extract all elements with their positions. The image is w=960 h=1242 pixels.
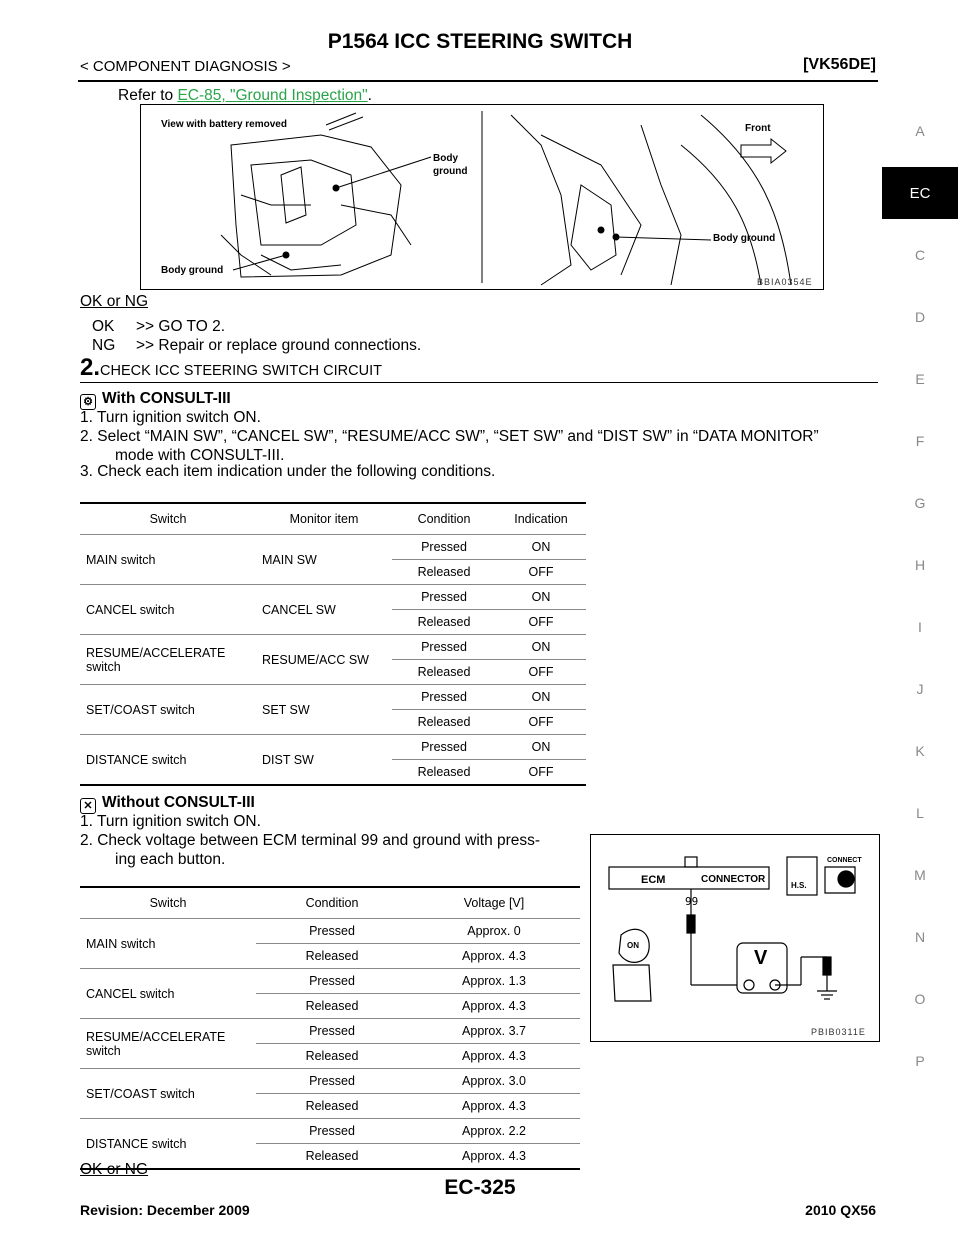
ecm-label: ECM <box>641 874 666 886</box>
table2-voltage-cell: Approx. 4.3 <box>408 1144 580 1170</box>
table2-switch-cell: RESUME/ACCELERATE switch <box>80 1019 256 1069</box>
page-number: EC-325 <box>444 1176 516 1199</box>
side-tab-f[interactable]: F <box>915 433 925 449</box>
side-tab-l[interactable]: L <box>916 805 924 821</box>
side-tab-o[interactable]: O <box>914 991 926 1007</box>
table1-indication-cell: ON <box>496 585 586 610</box>
table1-switch-cell: SET/COAST switch <box>80 685 256 735</box>
table2-switch-cell: DISTANCE switch <box>80 1119 256 1170</box>
side-tab-index <box>882 100 960 1092</box>
table1-monitor-cell: MAIN SW <box>256 535 392 585</box>
table1-switch-cell: DISTANCE switch <box>80 735 256 786</box>
body-ground-label-a: Body <box>433 153 458 164</box>
table2-voltage-cell: Approx. 3.0 <box>408 1069 580 1094</box>
refer-suffix: . <box>367 87 372 104</box>
table2-voltage-cell: Approx. 4.3 <box>408 944 580 969</box>
table2-condition-cell: Pressed <box>256 1019 408 1044</box>
table1-indication-cell: ON <box>496 535 586 560</box>
with-item-3: 3. Check each item indication under the following conditions. <box>80 463 496 480</box>
with-consult-label: With CONSULT-III <box>102 390 231 407</box>
ground-location-figure <box>140 104 824 290</box>
view-label: View with battery removed <box>161 119 287 130</box>
table2-switch-cell: SET/COAST switch <box>80 1069 256 1119</box>
table1-header-monitor: Monitor item <box>256 503 392 535</box>
terminal-99-label: 99 <box>685 895 699 908</box>
table1-indication-cell: ON <box>496 735 586 760</box>
table1-header-indication: Indication <box>496 503 586 535</box>
side-tab-j[interactable]: J <box>916 681 924 697</box>
step-title: CHECK ICC STEERING SWITCH CIRCUIT <box>100 363 382 379</box>
table-row <box>80 635 586 660</box>
table2-header-voltage: Voltage [V] <box>408 887 580 919</box>
table1-indication-cell: ON <box>496 635 586 660</box>
table2-condition-cell: Released <box>256 1044 408 1069</box>
table1-indication-cell: OFF <box>496 610 586 635</box>
side-tab-m[interactable]: M <box>914 867 926 883</box>
hs-label: H.S. <box>791 881 807 890</box>
side-tab-h[interactable]: H <box>914 557 926 573</box>
table2-condition-cell: Pressed <box>256 1119 408 1144</box>
table2-header-row <box>80 887 580 919</box>
with-item-2: 2. Select “MAIN SW”, “CANCEL SW”, “RESUME/ACC SW”, “SET SW” and “DIST SW” in “DATA MONITOR” <box>80 428 819 445</box>
table1-indication-cell: OFF <box>496 710 586 735</box>
table1-indication-cell: ON <box>496 685 586 710</box>
table2-voltage-cell: Approx. 1.3 <box>408 969 580 994</box>
side-tab-a[interactable]: A <box>915 123 925 139</box>
table2-header-switch: Switch <box>80 887 256 919</box>
ok-ng-heading-2: OK or NG <box>80 1161 149 1178</box>
table1-switch-cell: RESUME/ACCELERATE switch <box>80 635 256 685</box>
side-tab-d[interactable]: D <box>914 309 926 325</box>
body-ground-label-b: ground <box>433 166 468 177</box>
consult-icon: ⚙ <box>80 394 96 410</box>
table2-voltage-cell: Approx. 3.7 <box>408 1019 580 1044</box>
table1-condition-cell: Pressed <box>392 735 496 760</box>
refer-line <box>118 86 372 105</box>
body-ground-right-label: Body ground <box>713 233 776 244</box>
with-consult-heading <box>80 389 231 410</box>
table2-voltage-cell: Approx. 4.3 <box>408 994 580 1019</box>
table1-monitor-cell: RESUME/ACC SW <box>256 635 392 685</box>
side-tab-c[interactable]: C <box>914 247 926 263</box>
side-tab-p[interactable]: P <box>915 1053 925 1069</box>
voltage-check-drawing <box>591 835 879 1041</box>
table2-voltage-cell: Approx. 0 <box>408 919 580 944</box>
table2-condition-cell: Released <box>256 1144 408 1170</box>
table2-header-condition: Condition <box>256 887 408 919</box>
ok-result-row <box>92 317 225 336</box>
table1-indication-cell: OFF <box>496 760 586 786</box>
ok-action: >> GO TO 2. <box>136 318 226 335</box>
section-label: < COMPONENT DIAGNOSIS > <box>80 58 291 75</box>
table2-voltage-cell: Approx. 2.2 <box>408 1119 580 1144</box>
without-consult-label: Without CONSULT-III <box>102 794 255 811</box>
consult-monitor-table <box>80 502 586 786</box>
table1-header-row <box>80 503 586 535</box>
table2-condition-cell: Released <box>256 1094 408 1119</box>
figure2-code: PBIB0311E <box>811 1027 866 1037</box>
with-item-2-cont: mode with CONSULT-III. <box>115 447 285 464</box>
table1-condition-cell: Released <box>392 760 496 786</box>
with-item-1: 1. Turn ignition switch ON. <box>80 409 261 426</box>
table-row <box>80 735 586 760</box>
table1-header-switch: Switch <box>80 503 256 535</box>
table-row <box>80 585 586 610</box>
side-tab-n[interactable]: N <box>914 929 926 945</box>
table2-condition-cell: Released <box>256 944 408 969</box>
table1-indication-cell: OFF <box>496 560 586 585</box>
table-row <box>80 1019 580 1044</box>
without-item-2: 2. Check voltage between ECM terminal 99 and ground with press- <box>80 832 541 849</box>
model-label: 2010 QX56 <box>805 1202 876 1218</box>
table1-monitor-cell: SET SW <box>256 685 392 735</box>
table2-condition-cell: Pressed <box>256 1069 408 1094</box>
ground-location-drawing <box>141 105 823 289</box>
ok-ng-heading-1: OK or NG <box>80 293 149 310</box>
table-row <box>80 535 586 560</box>
table2-condition-cell: Pressed <box>256 969 408 994</box>
table1-switch-cell: CANCEL switch <box>80 585 256 635</box>
connector-label: CONNECTOR <box>701 874 766 885</box>
table-row <box>80 685 586 710</box>
step-number: 2. <box>80 354 101 381</box>
step-2-heading <box>80 354 382 382</box>
table-row <box>80 1119 580 1144</box>
header-rule <box>78 80 878 82</box>
ground-inspection-link[interactable]: EC-85, "Ground Inspection" <box>177 87 368 104</box>
no-consult-icon: ✕ <box>80 798 96 814</box>
table1-condition-cell: Released <box>392 560 496 585</box>
table1-condition-cell: Released <box>392 710 496 735</box>
figure1-code: BBIA0354E <box>757 277 813 287</box>
side-tab-e[interactable]: E <box>915 371 925 387</box>
connect-label: CONNECT <box>827 857 862 864</box>
step-rule <box>80 382 878 383</box>
side-tab-ec[interactable]: EC <box>882 167 958 219</box>
table1-condition-cell: Pressed <box>392 635 496 660</box>
without-consult-heading <box>80 793 255 814</box>
front-label: Front <box>745 123 771 134</box>
ng-result-row <box>92 336 421 355</box>
engine-label: [VK56DE] <box>803 56 876 73</box>
ng-action: >> Repair or replace ground connections. <box>136 337 422 354</box>
table-row <box>80 919 580 944</box>
revision-label: Revision: December 2009 <box>80 1202 250 1218</box>
table1-condition-cell: Pressed <box>392 685 496 710</box>
ok-code: OK <box>92 318 115 335</box>
voltage-table <box>80 886 580 1170</box>
table-row <box>80 1069 580 1094</box>
page-title: P1564 ICC STEERING SWITCH <box>327 30 633 53</box>
table2-switch-cell: MAIN switch <box>80 919 256 969</box>
table2-condition-cell: Released <box>256 994 408 1019</box>
table2-voltage-cell: Approx. 4.3 <box>408 1094 580 1119</box>
table1-condition-cell: Pressed <box>392 585 496 610</box>
table1-monitor-cell: CANCEL SW <box>256 585 392 635</box>
table1-indication-cell: OFF <box>496 660 586 685</box>
table2-condition-cell: Pressed <box>256 919 408 944</box>
table2-switch-cell: CANCEL switch <box>80 969 256 1019</box>
without-item-2-cont: ing each button. <box>115 851 226 868</box>
voltmeter-label: V <box>754 947 768 969</box>
ng-code: NG <box>92 337 116 354</box>
table1-switch-cell: MAIN switch <box>80 535 256 585</box>
voltage-check-figure <box>590 834 880 1042</box>
table-row <box>80 969 580 994</box>
table1-condition-cell: Released <box>392 610 496 635</box>
side-tab-i[interactable]: I <box>918 619 922 635</box>
body-ground-left-label: Body ground <box>161 265 224 276</box>
table1-condition-cell: Pressed <box>392 535 496 560</box>
table1-header-condition: Condition <box>392 503 496 535</box>
table1-monitor-cell: DIST SW <box>256 735 392 786</box>
table1-condition-cell: Released <box>392 660 496 685</box>
refer-prefix: Refer to <box>118 87 178 104</box>
without-item-1: 1. Turn ignition switch ON. <box>80 813 261 830</box>
side-tab-k[interactable]: K <box>915 743 925 759</box>
side-tab-g[interactable]: G <box>914 495 926 511</box>
ignition-on-label: ON <box>627 941 639 950</box>
table2-voltage-cell: Approx. 4.3 <box>408 1044 580 1069</box>
